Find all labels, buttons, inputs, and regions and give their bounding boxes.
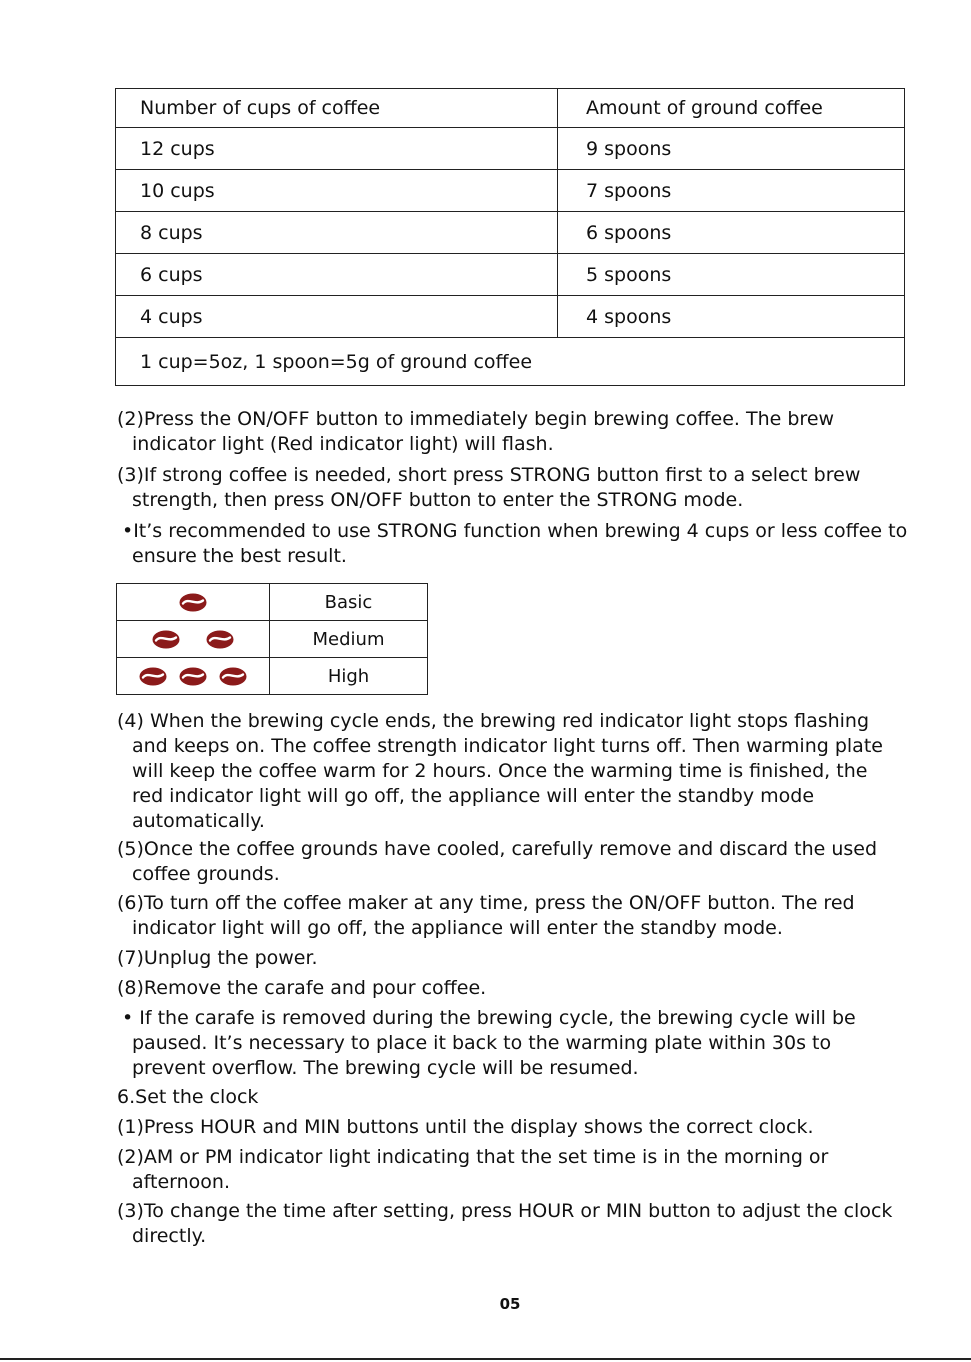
conversion-note: 1 cup=5oz, 1 spoon=5g of ground coffee bbox=[116, 338, 905, 386]
bean-icons bbox=[117, 584, 270, 621]
table-row bbox=[116, 254, 905, 296]
strength-label: High bbox=[270, 658, 428, 695]
clock-step-1-text: (1)Press HOUR and MIN buttons until the display shows the correct clock. bbox=[117, 1116, 814, 1138]
clock-step-2-line-1: (2)AM or PM indicator light indicating that the set time is in the morning or bbox=[117, 1146, 829, 1168]
clock-step-2 bbox=[117, 1145, 907, 1195]
carafe-note bbox=[122, 1006, 912, 1081]
strength-row-basic bbox=[117, 584, 428, 621]
step-4 bbox=[117, 709, 907, 834]
step-8 bbox=[117, 976, 907, 1001]
coffee-bean-icon bbox=[206, 630, 234, 649]
step-6-line-1: (6)To turn off the coffee maker at any time, press the ON/OFF button. The red bbox=[117, 892, 855, 914]
cups-cell: 8 cups bbox=[116, 212, 558, 254]
table-note-row bbox=[116, 338, 905, 386]
step-5-line-2: coffee grounds. bbox=[132, 863, 280, 885]
spoons-cell: 9 spoons bbox=[558, 128, 905, 170]
step-4-line-4: red indicator light will go off, the appliance will enter the standby mode bbox=[132, 785, 815, 807]
clock-step-3-line-2: directly. bbox=[132, 1225, 207, 1247]
step-3-line-2: strength, then press ON/OFF button to enter the STRONG mode. bbox=[132, 489, 744, 511]
step-7 bbox=[117, 946, 907, 971]
strong-tip bbox=[122, 519, 912, 569]
coffee-ratio-table bbox=[115, 88, 905, 386]
carafe-note-line-2: paused. It’s necessary to place it back to the warming plate within 30s to bbox=[132, 1032, 832, 1054]
coffee-bean-icon bbox=[139, 667, 167, 686]
cups-cell: 12 cups bbox=[116, 128, 558, 170]
step-6-line-2: indicator light will go off, the appliance will enter the standby mode. bbox=[132, 917, 783, 939]
strength-row-high bbox=[117, 658, 428, 695]
header-ground-coffee: Amount of ground coffee bbox=[558, 89, 905, 128]
step-7-text: (7)Unplug the power. bbox=[117, 947, 318, 969]
strength-table bbox=[116, 583, 428, 695]
coffee-bean-icon bbox=[152, 630, 180, 649]
table-row bbox=[116, 170, 905, 212]
step-5-line-1: (5)Once the coffee grounds have cooled, carefully remove and discard the used bbox=[117, 838, 878, 860]
carafe-note-line-3: prevent overflow. The brewing cycle will be resumed. bbox=[132, 1057, 639, 1079]
step-3-line-1: (3)If strong coffee is needed, short press STRONG button first to a select brew bbox=[117, 464, 861, 486]
header-cups: Number of cups of coffee bbox=[116, 89, 558, 128]
spoons-cell: 4 spoons bbox=[558, 296, 905, 338]
step-2-line-1: (2)Press the ON/OFF button to immediately begin brewing coffee. The brew bbox=[117, 408, 835, 430]
step-2 bbox=[117, 407, 907, 457]
bean-icons bbox=[117, 621, 270, 658]
step-8-text: (8)Remove the carafe and pour coffee. bbox=[117, 977, 487, 999]
cups-cell: 6 cups bbox=[116, 254, 558, 296]
step-4-line-3: will keep the coffee warm for 2 hours. Once the warming time is finished, the bbox=[132, 760, 868, 782]
clock-heading bbox=[117, 1085, 907, 1110]
table-row bbox=[116, 128, 905, 170]
spoons-cell: 7 spoons bbox=[558, 170, 905, 212]
step-4-line-5: automatically. bbox=[132, 810, 265, 832]
coffee-bean-icon bbox=[179, 593, 207, 612]
strong-tip-line-2: ensure the best result. bbox=[132, 545, 347, 567]
table-row bbox=[116, 212, 905, 254]
step-6 bbox=[117, 891, 907, 941]
clock-step-1 bbox=[117, 1115, 907, 1140]
bean-icons bbox=[117, 658, 270, 695]
strong-tip-line-1: •It’s recommended to use STRONG function when brewing 4 cups or less coffee to bbox=[122, 520, 908, 542]
table-row bbox=[116, 296, 905, 338]
spoons-cell: 6 spoons bbox=[558, 212, 905, 254]
step-3 bbox=[117, 463, 907, 513]
coffee-bean-icon bbox=[179, 667, 207, 686]
cups-cell: 10 cups bbox=[116, 170, 558, 212]
clock-step-2-line-2: afternoon. bbox=[132, 1171, 230, 1193]
step-4-line-1: (4) When the brewing cycle ends, the brewing red indicator light stops flashing bbox=[117, 710, 870, 732]
clock-step-3 bbox=[117, 1199, 907, 1249]
strength-label: Basic bbox=[270, 584, 428, 621]
table-header-row bbox=[116, 89, 905, 128]
spoons-cell: 5 spoons bbox=[558, 254, 905, 296]
bottom-divider bbox=[0, 1358, 971, 1360]
strength-label: Medium bbox=[270, 621, 428, 658]
carafe-note-line-1: • If the carafe is removed during the brewing cycle, the brewing cycle will be bbox=[122, 1007, 856, 1029]
page-number: 05 bbox=[499, 1295, 521, 1313]
step-4-line-2: and keeps on. The coffee strength indicator light turns off. Then warming plate bbox=[132, 735, 883, 757]
clock-step-3-line-1: (3)To change the time after setting, press HOUR or MIN button to adjust the clock bbox=[117, 1200, 893, 1222]
coffee-bean-icon bbox=[219, 667, 247, 686]
step-5 bbox=[117, 837, 907, 887]
strength-row-medium bbox=[117, 621, 428, 658]
step-2-line-2: indicator light (Red indicator light) will flash. bbox=[132, 433, 554, 455]
clock-heading-text: 6.Set the clock bbox=[117, 1086, 259, 1108]
cups-cell: 4 cups bbox=[116, 296, 558, 338]
